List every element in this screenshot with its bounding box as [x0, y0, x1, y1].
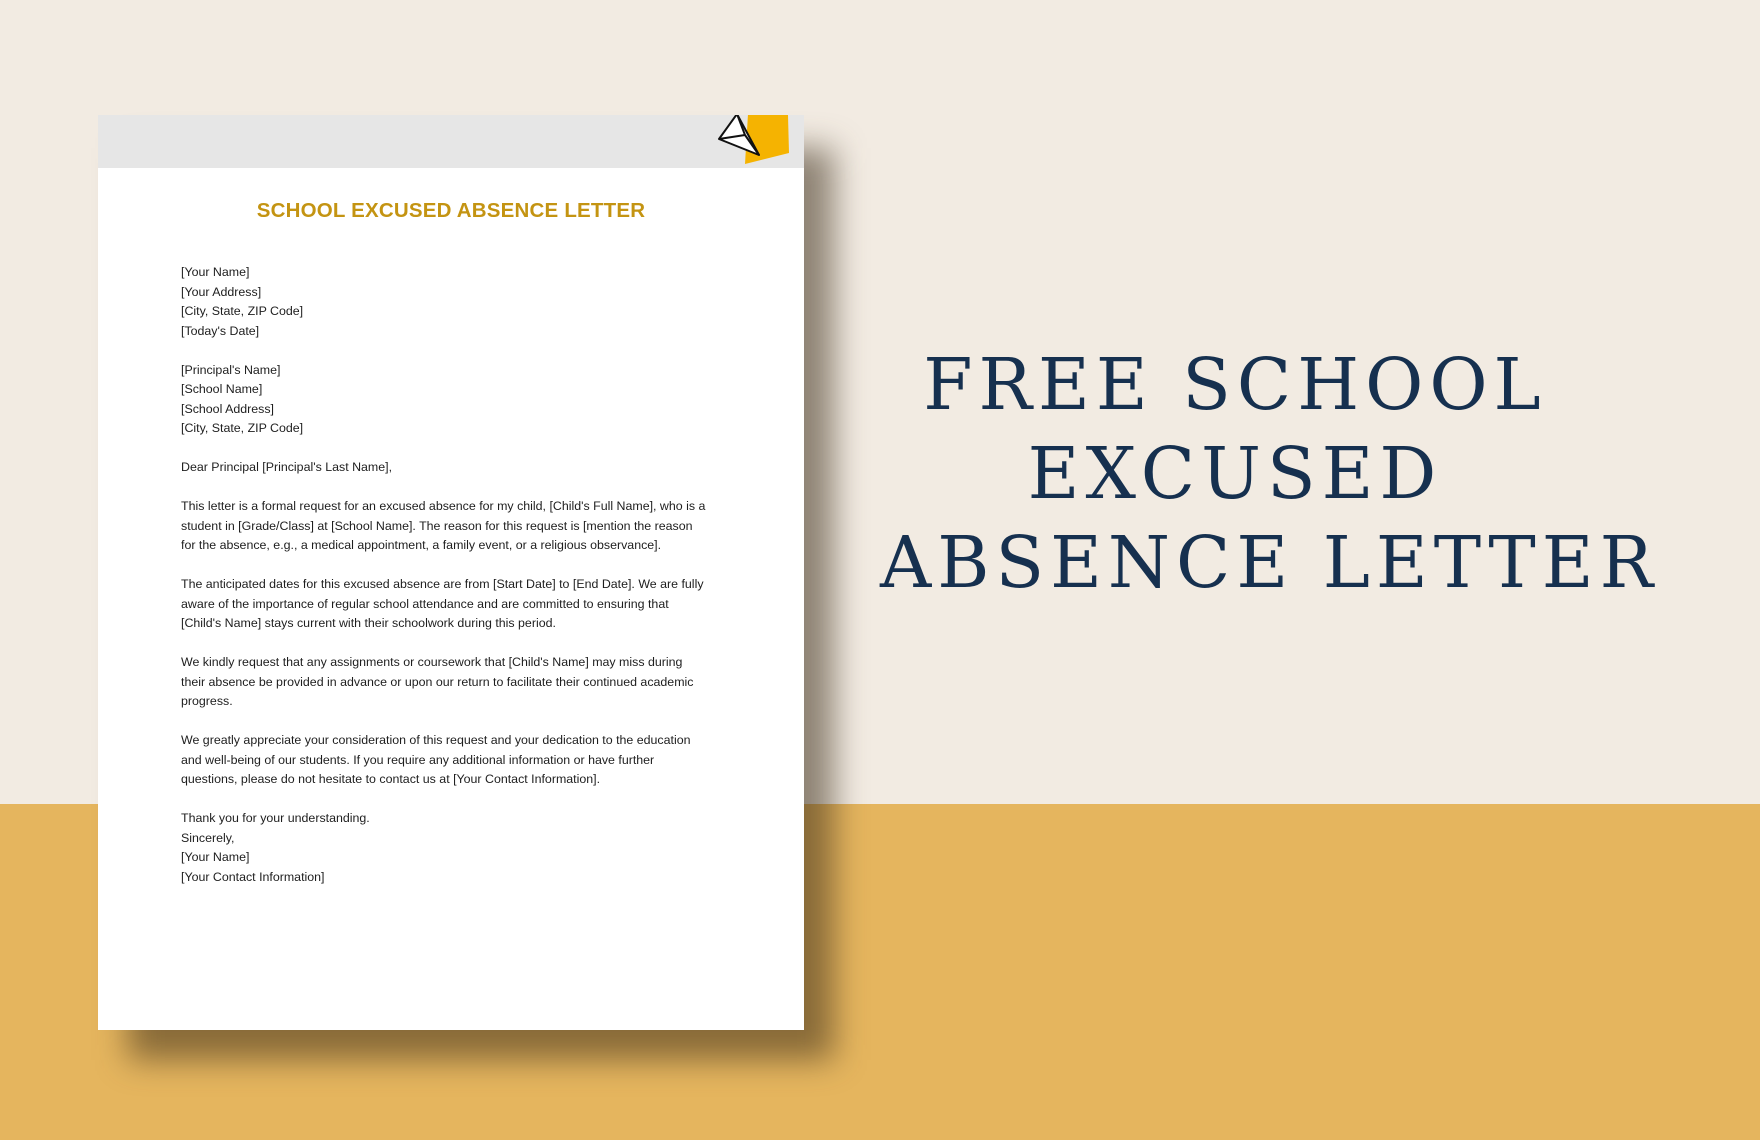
letter-title: SCHOOL EXCUSED ABSENCE LETTER: [256, 199, 646, 222]
sender-address: [181, 263, 721, 341]
headline-line: EXCUSED: [1027, 432, 1443, 515]
paragraph-line: aware of the importance of regular school attendance and are committed to ensuring that: [181, 596, 669, 611]
closing-line: [Your Contact Information]: [181, 869, 325, 884]
paragraph-line: [Child's Name] stays current with their schoolwork during this period.: [181, 616, 556, 630]
paragraph-line: and well-being of our students. If you require any additional information or have further: [181, 752, 655, 767]
paragraph-line: their absence be provided in advance or upon our return to facilitate their continued academic: [181, 674, 694, 689]
closing-line: Sincerely,: [181, 830, 235, 845]
headline-line: ABSENCE LETTER: [880, 521, 1660, 604]
paragraph: [181, 653, 721, 712]
recipient-address: [181, 361, 721, 439]
page-header-band: [98, 115, 804, 168]
headline-line: FREE SCHOOL: [923, 343, 1547, 426]
closing: [181, 809, 721, 887]
paragraph-line: This letter is a formal request for an excused absence for my child, [Child's Full Name], who is a: [181, 499, 706, 513]
paper-plane-icon: [713, 115, 793, 168]
salutation-line: Dear Principal [Principal's Last Name],: [181, 460, 393, 474]
paragraph-line: for the absence, e.g., a medical appointment, a family event, or a religious observance].: [181, 538, 662, 552]
promo-headline: [880, 340, 1660, 607]
paragraph: [181, 497, 721, 556]
salutation: [181, 458, 721, 478]
paragraph-line: student in [Grade/Class] at [School Name]. The reason for this request is [mention the reason: [181, 518, 693, 533]
paragraph-line: We greatly appreciate your consideration of this request and your dedication to the education: [181, 733, 691, 747]
paragraph-line: progress.: [181, 694, 233, 708]
letter-body: [181, 263, 721, 887]
sender-line: [Your Name]: [181, 265, 250, 279]
paragraph-line: The anticipated dates for this excused absence are from [Start Date] to [End Date]. We are fully: [181, 577, 704, 591]
recipient-line: [Principal's Name]: [181, 362, 281, 377]
sender-line: [Today's Date]: [181, 323, 260, 338]
recipient-line: [City, State, ZIP Code]: [181, 421, 304, 435]
paragraph-line: We kindly request that any assignments or coursework that [Child's Name] may miss during: [181, 655, 683, 669]
recipient-line: [School Name]: [181, 382, 263, 396]
sender-line: [Your Address]: [181, 284, 262, 299]
sender-line: [City, State, ZIP Code]: [181, 304, 304, 318]
closing-line: Thank you for your understanding.: [181, 811, 370, 825]
paragraph: [181, 731, 721, 790]
paragraph: [181, 575, 721, 634]
paragraph-line: questions, please do not hesitate to contact us at [Your Contact Information].: [181, 772, 601, 786]
closing-line: [Your Name]: [181, 850, 250, 864]
recipient-line: [School Address]: [181, 401, 274, 416]
letter-page: [98, 115, 804, 1030]
